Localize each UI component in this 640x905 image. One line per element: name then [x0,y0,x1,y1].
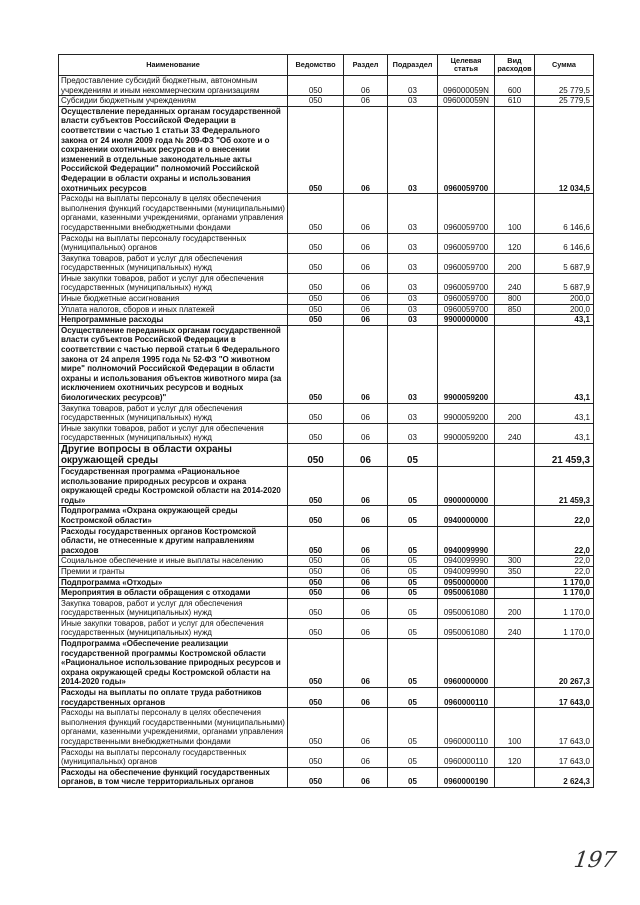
cell-name: Расходы на выплаты персоналу в целях обеспечения выполнения функций государственными (муниципальными) органами, казенными учреждениями, органами управления государственными внебюджетными фондами [59,708,288,747]
cell-kind: 800 [495,294,535,305]
budget-document [58,54,593,788]
cell-kind: 240 [495,423,535,443]
cell-sum: 17 643,0 [535,747,594,767]
table-row [59,325,594,403]
cell-subsection: 05 [388,556,438,567]
cell-kind [495,577,535,588]
cell-dept: 050 [288,325,344,403]
cell-sum: 43,1 [535,403,594,423]
cell-dept: 050 [288,96,344,107]
table-row [59,304,594,315]
cell-name: Субсидии бюджетным учреждениям [59,96,288,107]
cell-target: 0950061080 [438,598,495,618]
cell-dept: 050 [288,443,344,466]
cell-sum: 1 170,0 [535,618,594,638]
cell-subsection: 05 [388,466,438,505]
cell-section: 06 [344,403,388,423]
cell-sum: 1 170,0 [535,577,594,588]
cell-subsection: 05 [388,708,438,747]
cell-subsection: 03 [388,304,438,315]
table-row [59,106,594,193]
cell-target: 0960000110 [438,708,495,747]
cell-kind: 100 [495,708,535,747]
cell-section: 06 [344,96,388,107]
cell-dept: 050 [288,106,344,193]
cell-target [438,443,495,466]
cell-sum: 22,0 [535,506,594,526]
cell-sum: 22,0 [535,526,594,556]
cell-kind [495,315,535,326]
cell-sum: 6 146,6 [535,233,594,253]
cell-target: 0960059700 [438,294,495,305]
cell-section: 06 [344,466,388,505]
table-row [59,556,594,567]
table-row [59,526,594,556]
cell-dept: 050 [288,708,344,747]
cell-name: Расходы государственных органов Костромской области, не отнесенные к другим направлениям расходов [59,526,288,556]
cell-kind: 850 [495,304,535,315]
cell-kind [495,443,535,466]
cell-section: 06 [344,233,388,253]
cell-section: 06 [344,588,388,599]
cell-target: 9900059200 [438,325,495,403]
cell-dept: 050 [288,315,344,326]
cell-dept: 050 [288,294,344,305]
cell-subsection: 03 [388,423,438,443]
cell-target: 0950061080 [438,618,495,638]
table-row [59,233,594,253]
header-subsection: Подраздел [388,55,438,76]
cell-subsection: 03 [388,76,438,96]
cell-subsection: 03 [388,273,438,293]
cell-dept: 050 [288,688,344,708]
cell-kind: 120 [495,233,535,253]
cell-dept: 050 [288,526,344,556]
cell-name: Расходы на выплаты персоналу государственных (муниципальных) органов [59,747,288,767]
cell-target: 0940099990 [438,566,495,577]
cell-dept: 050 [288,618,344,638]
table-row [59,253,594,273]
cell-kind: 350 [495,566,535,577]
cell-sum: 25 779,5 [535,96,594,107]
cell-target: 096000059N [438,76,495,96]
cell-kind: 240 [495,273,535,293]
cell-subsection: 03 [388,403,438,423]
cell-dept: 050 [288,639,344,688]
cell-subsection: 03 [388,294,438,305]
cell-target: 0950000000 [438,577,495,588]
cell-kind: 300 [495,556,535,567]
cell-section: 06 [344,618,388,638]
cell-dept: 050 [288,233,344,253]
table-row [59,403,594,423]
page-number: 197 [572,848,618,873]
cell-subsection: 05 [388,566,438,577]
cell-dept: 050 [288,767,344,787]
header-section: Раздел [344,55,388,76]
table-row [59,618,594,638]
table-row [59,566,594,577]
cell-name: Мероприятия в области обращения с отходами [59,588,288,599]
cell-dept: 050 [288,506,344,526]
cell-subsection: 05 [388,688,438,708]
cell-name: Подпрограмма «Обеспечение реализации государственной программы Костромской области «Рациональное использование природных ресурсов и охрана окружающей среды Костромской области на 2014-2020 годы» [59,639,288,688]
table-row [59,194,594,233]
cell-sum: 1 170,0 [535,588,594,599]
cell-section: 06 [344,639,388,688]
cell-name: Социальное обеспечение и иные выплаты населению [59,556,288,567]
budget-table [58,54,594,788]
cell-target: 9900059200 [438,403,495,423]
table-row [59,96,594,107]
cell-name: Осуществление переданных органам государственной власти субъектов Российской Федерации в соответствии с частью первой статьи 6 Федерального закона от 24 апреля 1995 года № 52-ФЗ "О животном мире" полномочий Российской Федерации в области охраны и использования объектов животного мира (за исключением охотничьих ресурсов и водных биологических ресурсов)" [59,325,288,403]
header-name: Наименование [59,55,288,76]
cell-kind: 240 [495,618,535,638]
cell-sum: 25 779,5 [535,76,594,96]
table-row [59,688,594,708]
cell-target: 0960059700 [438,273,495,293]
cell-name: Подпрограмма «Отходы» [59,577,288,588]
cell-sum: 43,1 [535,325,594,403]
cell-dept: 050 [288,747,344,767]
cell-section: 06 [344,76,388,96]
cell-target: 0960059700 [438,233,495,253]
cell-section: 06 [344,443,388,466]
cell-name: Подпрограмма «Охрана окружающей среды Костромской области» [59,506,288,526]
cell-name: Уплата налогов, сборов и иных платежей [59,304,288,315]
cell-section: 06 [344,708,388,747]
cell-name: Расходы на обеспечение функций государственных органов, в том числе территориальных органов [59,767,288,787]
cell-section: 06 [344,423,388,443]
cell-dept: 050 [288,588,344,599]
cell-kind: 200 [495,253,535,273]
cell-section: 06 [344,526,388,556]
cell-target: 0940099990 [438,556,495,567]
table-row [59,506,594,526]
cell-kind: 200 [495,403,535,423]
table-row [59,76,594,96]
cell-dept: 050 [288,556,344,567]
cell-target: 0900000000 [438,466,495,505]
cell-target: 0960000190 [438,767,495,787]
cell-sum: 22,0 [535,566,594,577]
cell-subsection: 05 [388,618,438,638]
cell-kind [495,506,535,526]
cell-section: 06 [344,273,388,293]
cell-target: 0950061080 [438,588,495,599]
cell-sum: 5 687,9 [535,253,594,273]
cell-section: 06 [344,506,388,526]
table-row [59,315,594,326]
cell-subsection: 05 [388,639,438,688]
cell-sum: 12 034,5 [535,106,594,193]
cell-sum: 21 459,3 [535,443,594,466]
cell-kind [495,588,535,599]
cell-dept: 050 [288,577,344,588]
cell-section: 06 [344,556,388,567]
cell-kind [495,526,535,556]
cell-kind: 610 [495,96,535,107]
table-row [59,443,594,466]
cell-name: Осуществление переданных органам государственной власти субъектов Российской Федерации в соответствии с частью 1 статьи 33 Федерального закона от 24 июля 2009 года № 209-ФЗ "Об охоте и о сохранении охотничьих ресурсов и о внесении изменений в отдельные законодательные акты Российской Федерации" полномочий Российской Федерации в области охраны и использования охотничьих ресурсов [59,106,288,193]
cell-name: Предоставление субсидий бюджетным, автономным учреждениям и иным некоммерческим организациям [59,76,288,96]
cell-kind [495,106,535,193]
table-row [59,466,594,505]
cell-dept: 050 [288,304,344,315]
cell-section: 06 [344,304,388,315]
cell-section: 06 [344,194,388,233]
cell-target: 0960000110 [438,688,495,708]
cell-target: 0960059700 [438,194,495,233]
cell-subsection: 05 [388,443,438,466]
cell-section: 06 [344,688,388,708]
cell-kind: 200 [495,598,535,618]
cell-dept: 050 [288,598,344,618]
cell-dept: 050 [288,253,344,273]
cell-subsection: 03 [388,194,438,233]
cell-target: 0960059700 [438,253,495,273]
cell-sum: 2 624,3 [535,767,594,787]
cell-target: 0960000110 [438,747,495,767]
cell-kind [495,325,535,403]
cell-subsection: 03 [388,106,438,193]
cell-name: Расходы на выплаты персоналу в целях обеспечения выполнения функций государственными (муниципальными) органами, казенными учреждениями, органами управления государственными внебюджетными фондами [59,194,288,233]
cell-section: 06 [344,566,388,577]
header-target: Целевая статья [438,55,495,76]
cell-sum: 1 170,0 [535,598,594,618]
cell-section: 06 [344,106,388,193]
cell-kind [495,639,535,688]
cell-dept: 050 [288,403,344,423]
cell-name: Иные закупки товаров, работ и услуг для обеспечения государственных (муниципальных) нужд [59,423,288,443]
cell-dept: 050 [288,76,344,96]
cell-kind: 120 [495,747,535,767]
cell-section: 06 [344,294,388,305]
cell-sum: 22,0 [535,556,594,567]
cell-sum: 17 643,0 [535,688,594,708]
cell-target: 0960000000 [438,639,495,688]
cell-sum: 200,0 [535,304,594,315]
cell-name: Закупка товаров, работ и услуг для обеспечения государственных (муниципальных) нужд [59,253,288,273]
table-row [59,747,594,767]
cell-subsection: 05 [388,577,438,588]
cell-target: 0940099990 [438,526,495,556]
cell-section: 06 [344,253,388,273]
cell-sum: 6 146,6 [535,194,594,233]
cell-kind [495,466,535,505]
cell-subsection: 05 [388,598,438,618]
cell-section: 06 [344,598,388,618]
cell-target: 0960059700 [438,304,495,315]
cell-subsection: 05 [388,747,438,767]
cell-target: 096000059N [438,96,495,107]
cell-section: 06 [344,767,388,787]
cell-name: Другие вопросы в области охраны окружающей среды [59,443,288,466]
cell-sum: 20 267,3 [535,639,594,688]
cell-target: 0940000000 [438,506,495,526]
header-kind: Вид расходов [495,55,535,76]
cell-kind [495,688,535,708]
cell-name: Закупка товаров, работ и услуг для обеспечения государственных (муниципальных) нужд [59,598,288,618]
cell-kind: 100 [495,194,535,233]
cell-dept: 050 [288,423,344,443]
cell-name: Иные бюджетные ассигнования [59,294,288,305]
table-header-row [59,55,594,76]
table-row [59,577,594,588]
cell-subsection: 03 [388,253,438,273]
cell-sum: 21 459,3 [535,466,594,505]
header-sum: Сумма [535,55,594,76]
cell-subsection: 03 [388,325,438,403]
cell-name: Расходы на выплаты персоналу государственных (муниципальных) органов [59,233,288,253]
table-row [59,588,594,599]
cell-subsection: 05 [388,588,438,599]
cell-dept: 050 [288,194,344,233]
header-dept: Ведомство [288,55,344,76]
cell-target: 0960059700 [438,106,495,193]
cell-target: 9900000000 [438,315,495,326]
cell-target: 9900059200 [438,423,495,443]
cell-subsection: 05 [388,767,438,787]
cell-dept: 050 [288,466,344,505]
cell-subsection: 05 [388,526,438,556]
cell-subsection: 05 [388,506,438,526]
cell-section: 06 [344,325,388,403]
cell-name: Расходы на выплаты по оплате труда работников государственных органов [59,688,288,708]
table-row [59,273,594,293]
cell-dept: 050 [288,273,344,293]
cell-kind: 600 [495,76,535,96]
cell-name: Премии и гранты [59,566,288,577]
cell-sum: 5 687,9 [535,273,594,293]
cell-kind [495,767,535,787]
cell-subsection: 03 [388,315,438,326]
cell-subsection: 03 [388,96,438,107]
cell-sum: 43,1 [535,423,594,443]
cell-name: Иные закупки товаров, работ и услуг для обеспечения государственных (муниципальных) нужд [59,273,288,293]
cell-name: Иные закупки товаров, работ и услуг для обеспечения государственных (муниципальных) нужд [59,618,288,638]
cell-name: Непрограммные расходы [59,315,288,326]
cell-sum: 200,0 [535,294,594,305]
table-row [59,767,594,787]
cell-name: Закупка товаров, работ и услуг для обеспечения государственных (муниципальных) нужд [59,403,288,423]
cell-subsection: 03 [388,233,438,253]
cell-sum: 17 643,0 [535,708,594,747]
table-row [59,639,594,688]
cell-section: 06 [344,747,388,767]
cell-section: 06 [344,577,388,588]
cell-section: 06 [344,315,388,326]
cell-dept: 050 [288,566,344,577]
table-row [59,423,594,443]
table-row [59,598,594,618]
table-row [59,708,594,747]
table-row [59,294,594,305]
cell-sum: 43,1 [535,315,594,326]
cell-name: Государственная программа «Рациональное использование природных ресурсов и охрана окружающей среды Костромской области на 2014-2020 годы» [59,466,288,505]
